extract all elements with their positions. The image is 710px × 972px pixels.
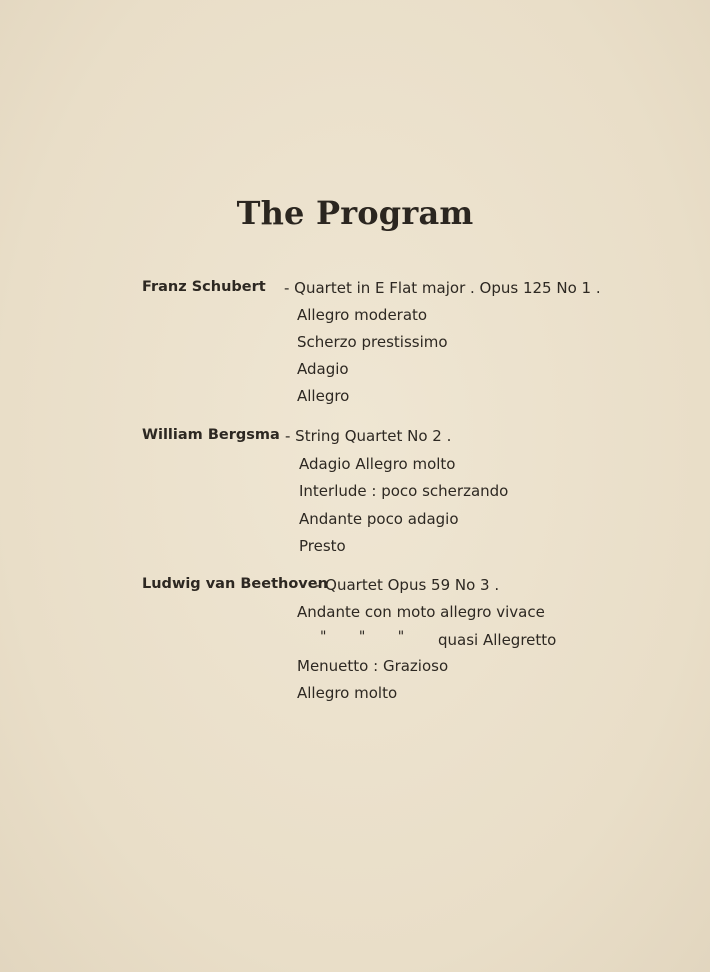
movement: Interlude : poco scherzando	[299, 482, 509, 500]
work-title: - String Quartet No 2 .	[285, 427, 452, 445]
movement: Presto	[299, 537, 346, 555]
movement: Allegro	[297, 387, 350, 405]
movement: Andante con moto allegro vivace	[297, 603, 545, 621]
movement: Menuetto : Grazioso	[297, 657, 449, 675]
movement: quasi Allegretto	[438, 631, 557, 649]
movement: Allegro molto	[297, 684, 398, 702]
movement: Scherzo prestissimo	[297, 333, 448, 351]
movement: Adagio	[297, 360, 349, 378]
composer-name: William Bergsma	[142, 427, 280, 443]
composer-name: Franz Schubert	[142, 279, 266, 295]
movement: Andante poco adagio	[299, 510, 459, 528]
movement: Allegro moderato	[297, 306, 428, 324]
movement: Adagio Allegro molto	[299, 455, 456, 473]
work-title: - Quartet in E Flat major . Opus 125 No 1 .	[284, 279, 601, 297]
ditto-marks: " " "	[320, 629, 419, 645]
work-title: - Quartet Opus 59 No 3 .	[315, 576, 500, 594]
composer-name: Ludwig van Beethoven	[142, 576, 328, 592]
page-title: The Program	[236, 194, 474, 232]
